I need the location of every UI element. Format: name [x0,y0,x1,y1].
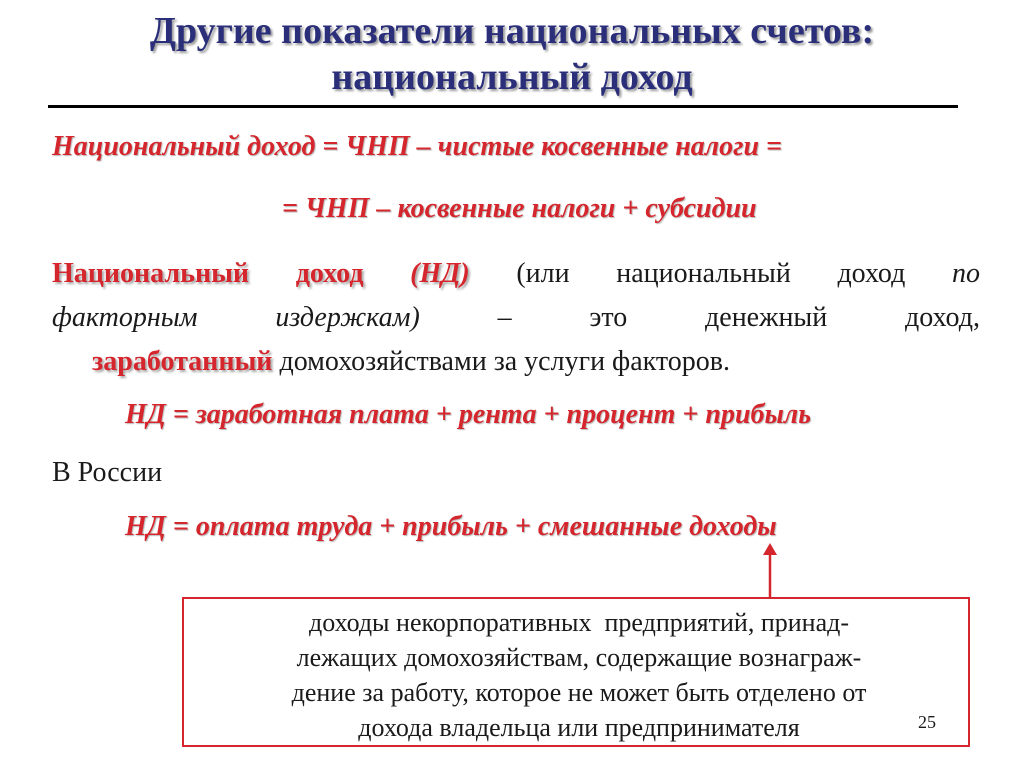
mixed-income-note-box [182,597,970,747]
slide-title-line1: Другие показатели национальных счетов: [149,10,875,52]
term-earned: заработанный [92,346,273,377]
definition-word: по [952,258,980,289]
definition-word: это [589,302,628,333]
russia-label: В России [52,457,163,488]
formula-national-income-2: = ЧНП – косвенные налоги + субсидии [282,193,757,224]
title-divider [48,105,958,108]
definition-word: денежный [705,302,828,333]
arrow-up-icon [760,543,780,597]
definition-line-3 [52,340,980,384]
definition-word: национальный [616,258,791,289]
note-line: доходы некорпоративных предприятий, принад- [308,608,849,637]
definition-paragraph [52,252,980,384]
note-line: лежащих домохозяйствам, содержащие вознаграж- [296,643,862,672]
term-income: доход [295,258,364,289]
definition-word: факторным [52,302,198,333]
definition-line-1 [52,252,980,296]
definition-word: – [497,302,512,333]
definition-word: (или [516,258,570,289]
term-abbr-nd: (НД) [410,258,470,289]
term-national: Национальный [52,258,250,289]
definition-rest: домохозяйствами за услуги факторов. [272,346,730,377]
slide-title-line2: национальный доход [331,56,693,98]
page-number: 25 [918,712,936,732]
definition-word: доход, [905,302,980,333]
definition-word: издержкам) [275,302,420,333]
formula-nd-russia: НД = оплата труда + прибыль + смешанные доходы [125,511,777,542]
note-line: дение за работу, которое не может быть отделено от [291,678,867,707]
note-line: дохода владельца или предпринимателя [358,713,800,742]
formula-national-income-1: Национальный доход = ЧНП – чистые косвенные налоги = [52,131,782,162]
definition-line-2 [52,296,980,340]
definition-word: доход [837,258,906,289]
formula-nd-components: НД = заработная плата + рента + процент + прибыль [125,399,812,430]
